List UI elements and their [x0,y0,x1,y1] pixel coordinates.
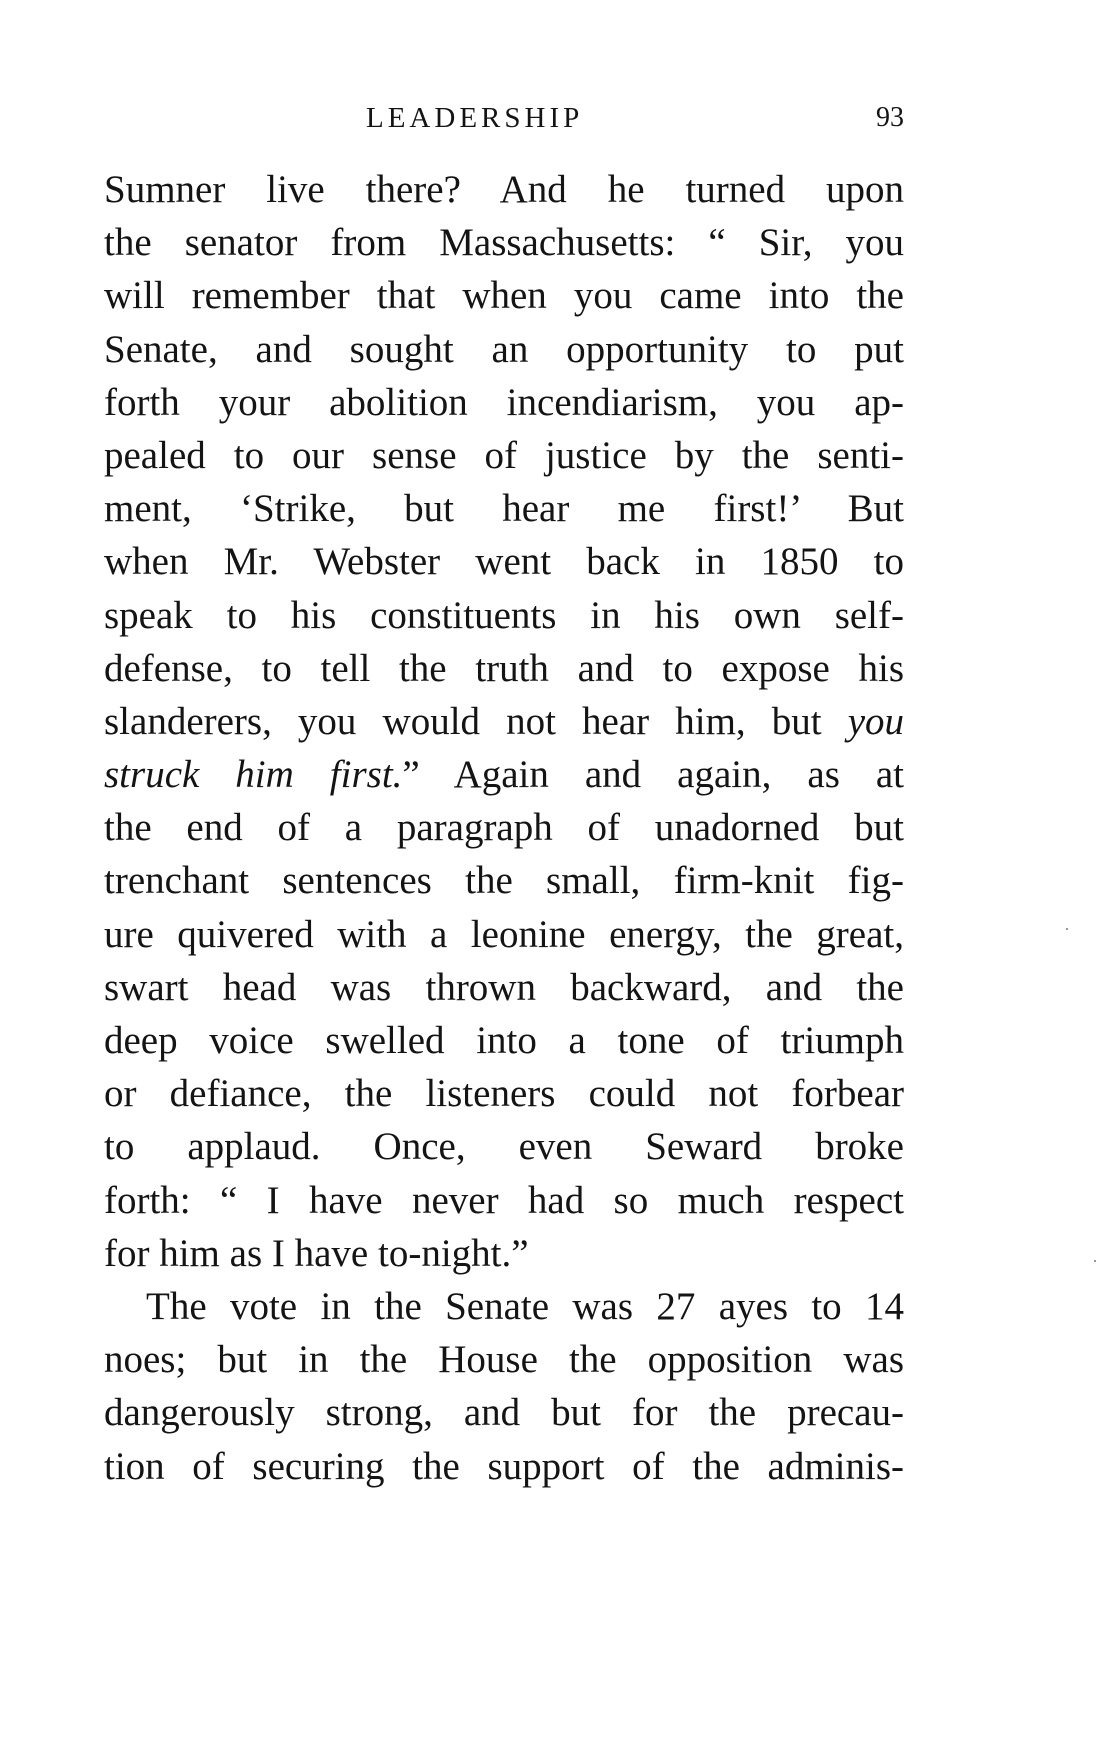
paper-speck [1094,1260,1096,1262]
text-line: dangerously strong, and but for the precau- [104,1391,904,1435]
paper-speck [1066,928,1068,930]
text-roman: slanderers, you would not hear him, but [104,699,822,743]
text-line: the end of a paragraph of unadorned but [104,806,904,850]
text-line: defense, to tell the truth and to expose his [104,646,904,690]
text-line: will remember that when you came into the [104,274,904,318]
text-line: deep voice swelled into a tone of triumph [104,1019,904,1062]
paragraph-start-line: The vote in the Senate was 27 ayes to 14 [146,1284,904,1328]
text-line: pealed to our sense of justice by the senti- [104,433,904,477]
running-title: LEADERSHIP [366,102,584,134]
text-line: trenchant sentences the small, firm-knit fig- [104,859,904,903]
text-line: forth: “ I have never had so much respect [104,1178,904,1222]
text-line: ure quivered with a leonine energy, the great, [104,912,904,956]
text-line: to applaud. Once, even Seward broke [104,1125,904,1169]
text-line: Senate, and sought an opportunity to put [104,327,904,371]
text-line: the senator from Massachusetts: “ Sir, you [104,221,904,265]
text-line-mixed [104,748,904,801]
text-italic: you [847,699,904,743]
text-line: for him as I have to-night.” [104,1231,529,1275]
text-line: noes; but in the House the opposition was [104,1338,904,1382]
text-line: when Mr. Webster went back in 1850 to [104,540,904,584]
text-line: ment, ‘Strike, but hear me first!’ But [104,487,904,531]
text-line: tion of securing the support of the adminis- [104,1444,904,1488]
text-italic: struck him first. [104,753,403,797]
text-line: speak to his constituents in his own self- [104,593,904,637]
text-line: or defiance, the listeners could not forbear [104,1072,904,1116]
text-line: swart head was thrown backward, and the [104,965,904,1009]
text-line: Sumner live there? And he turned upon [104,168,904,211]
running-head [104,98,904,138]
text-line-mixed [104,695,904,748]
body-text [104,163,904,1493]
text-line: forth your abolition incendiarism, you ap- [104,380,904,424]
text-roman: ” Again and again, as at [402,753,905,797]
page-number: 93 [876,102,904,133]
